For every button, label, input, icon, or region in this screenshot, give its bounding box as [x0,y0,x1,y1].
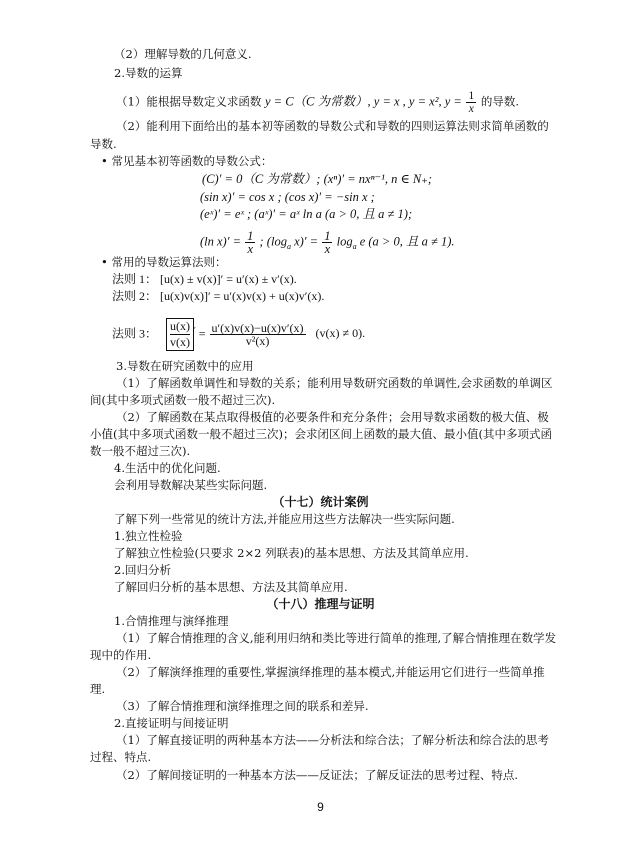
formula: (eˣ)′ = eˣ ; (aˣ)′ = aˣ ln a (a > 0, 且 a ≠ 1); [200,207,413,221]
subsection-heading: 4.生活中的优化问题. [114,461,221,475]
text-line: 导数. [90,137,117,151]
rule-2: 法则 2： [u(x)v(x)]′ = u′(x)v(x) + u(x)v′(x). [112,289,325,303]
text-line: （2）了解演绎推理的重要性,掌握演绎推理的基本模式,并能运用它们进行一些简单推 [116,665,545,679]
subsection-heading: 3.导数在研究函数中的应用 [116,359,254,373]
rule-label: 法则 3： [112,326,158,341]
bullet-heading: • 常见基本初等函数的导数公式： [101,154,273,168]
text-line: （1）了解函数单调性和导数的关系；能利用导数研究函数的单调性,会求函数的单调区 [116,376,553,390]
text-line: 了解独立性检验(只要求 2×2 列联表)的基本思想、方法及其简单应用. [114,546,469,560]
section-heading: （十八）推理与证明 [266,597,375,611]
text-line: （3）了解合情推理和演绎推理之间的联系和差异. [116,699,369,713]
formula-segment: (v(x) ≠ 0). [315,326,366,341]
formula: (ln x)′ = $\frac{1}{x}$ ; ($\log_a$ x)′ = $\frac{1}{x}$ $\log_a e$ (a > 0, 且 a ≠ 1). [200,229,455,256]
text-line: 会利用导数解决某些实际问题. [114,478,268,492]
section-heading: （十七）统计案例 [272,495,369,509]
text-line: （2）了解函数在某点取得极值的必要条件和充分条件；会用导数求函数的极大值、极 [116,410,549,424]
text-line: 了解回归分析的基本思想、方法及其简单应用. [114,580,348,594]
subsection-heading: 1.合情推理与演绎推理 [114,614,229,628]
text-line: 了解下列一些常见的统计方法,并能应用这些方法解决一些实际问题. [114,512,455,526]
text-segment: 的导数. [480,94,520,109]
formula-segment: e (a > 0, 且 a ≠ 1). [359,234,455,249]
subsection-heading: 1.独立性检验 [114,529,183,543]
text-line: 过程、特点. [90,750,152,764]
fraction: $\frac{1}{x}$ [247,229,254,256]
rule-1: 法则 1： [u(x) ± v(x)]′ = u′(x) ± v′(x). [112,272,297,286]
bullet-heading: • 常用的导数运算法则： [101,255,227,269]
fraction: $\frac{1}{x}$ [324,229,331,256]
subsection-heading: 2.直接证明与间接证明 [114,716,229,730]
rule-3: 法则 3： $\frac{u(x)}{v(x)}$ ′ = $\frac{u'(x)v(x)-u(x)v'(x)}{\text{v²(x)}}$ (v(x) ≠ 0). [112,319,366,349]
text-line: 理. [90,682,106,696]
formula-segment: log [336,234,353,249]
text-line: （1）了解合情推理的含义,能利用归纳和类比等进行简单的推理,了解合情推理在数学发 [116,631,557,645]
formula: (C)′ = 0（C 为常数）; (xⁿ)′ = nxⁿ⁻¹, n ∈ N₊; [202,172,432,186]
formula-segment: x)′ = [294,234,319,249]
fraction: $\frac{u'(x)v(x)-u(x)v'(x)}{\text{v²(x)}}$ [211,321,304,348]
text-line: 数一般不超过三次). [90,444,191,458]
formula-segment: ; (log [259,234,287,249]
formula: (sin x)′ = cos x ; (cos x)′ = −sin x ; [200,190,375,204]
text-line: （2）了解间接证明的一种基本方法——反证法；了解反证法的思考过程、特点. [116,768,518,782]
formula-segment: (ln x)′ = [200,234,242,249]
page-number: 9 [317,800,324,814]
fraction: $\frac{1}{x}$ [468,90,475,115]
text-segment: （1）能根据导数定义求函数 [116,94,262,109]
subsection-heading: 2.导数的运算 [114,66,183,80]
formula: y = C（C 为常数）, y = x , y = x², y = [264,94,462,109]
text-line: 小值(其中多项式函数一般不超过三次)；会求闭区间上函数的最大值、最小值(其中多项式函 [90,427,552,441]
text-line: （2）能利用下面给出的基本初等函数的导数公式和导数的四则运算法则求简单函数的 [116,119,549,133]
text-line: 现中的作用. [90,648,152,662]
bracketed-fraction: $\frac{u(x)}{v(x)}$ [166,318,194,351]
text-line: 间(其中多项式函数一般不超过三次). [90,393,276,407]
text-line [116,90,519,115]
text-line: （1）了解直接证明的两种基本方法——分析法和综合法；了解分析法和综合法的思考 [116,733,549,747]
subsection-heading: 2.回归分析 [114,563,171,577]
text-line: （2）理解导数的几何意义. [114,47,252,61]
